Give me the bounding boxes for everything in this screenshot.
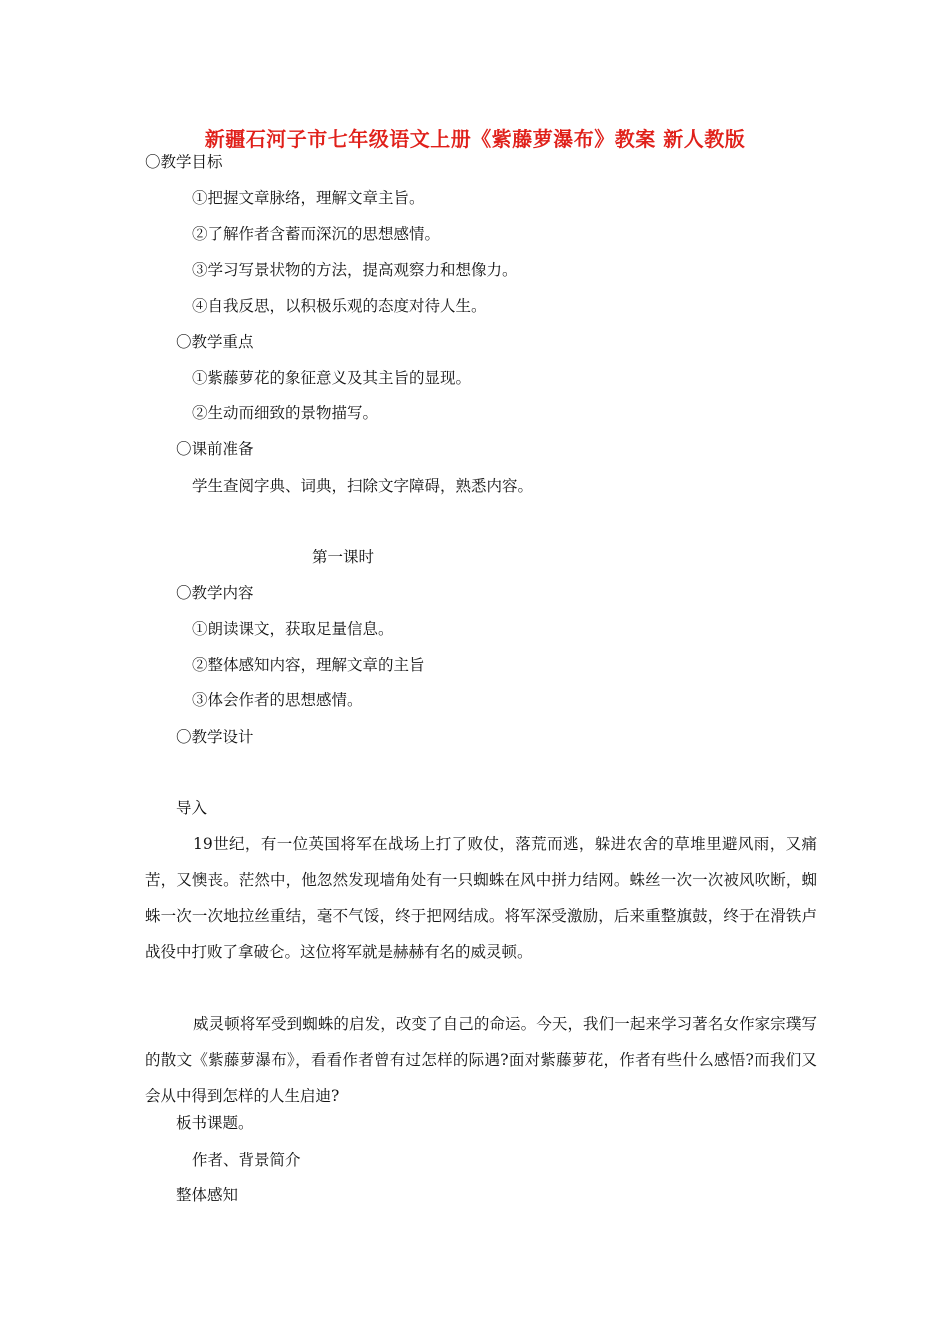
intro-paragraph-1: 19世纪，有一位英国将军在战场上打了败仗，落荒而逃，躲进农舍的草堆里避风雨，又痛苦，又懊丧。茫然中，他忽然发现墙角处有一只蜘蛛在风中拼力结网。蛛丝一次一次被风吹断，蜘蛛一次一次地拉丝重结，毫不气馁，终于把网结成。将军深受激励，后来重整旗鼓，终于在滑铁卢战役中打败了拿破仑。这位将军就是赫赫有名的威灵顿。: [145, 835, 817, 961]
author-background: 作者、背景简介: [192, 1151, 301, 1169]
preparation-text: 学生查阅字典、词典，扫除文字障碍，熟悉内容。: [192, 477, 534, 495]
objective-item: ②了解作者含蓄而深沉的思想感情。: [192, 225, 441, 243]
intro-heading: 导入: [176, 799, 208, 817]
content-item: ③体会作者的思想感情。: [192, 691, 363, 709]
content-item: ②整体感知内容，理解文章的主旨: [192, 656, 425, 674]
intro-paragraph-2: 威灵顿将军受到蜘蛛的启发，改变了自己的命运。今天，我们一起来学习著名女作家宗璞写的散文《紫藤萝瀑布》，看看作者曾有过怎样的际遇?面对紫藤萝花，作者有些什么感悟?而我们又会从中得到怎样的人生启迪?: [145, 1015, 817, 1105]
objectives-heading: 〇教学目标: [145, 153, 223, 171]
key-point-item: ①紫藤萝花的象征意义及其主旨的显现。: [192, 369, 472, 387]
lesson-title: 第一课时: [312, 548, 375, 566]
objective-item: ④自我反思，以积极乐观的态度对待人生。: [192, 297, 487, 315]
design-heading: 〇教学设计: [176, 728, 254, 746]
key-points-heading: 〇教学重点: [176, 333, 254, 351]
document-title: 新疆石河子市七年级语文上册《紫藤萝瀑布》教案 新人教版: [204, 127, 746, 151]
content-heading: 〇教学内容: [176, 584, 254, 602]
content-item: ①朗读课文，获取足量信息。: [192, 620, 394, 638]
key-point-item: ②生动而细致的景物描写。: [192, 404, 379, 422]
objective-item: ③学习写景状物的方法，提高观察力和想像力。: [192, 261, 518, 279]
overall-perception: 整体感知: [176, 1186, 239, 1204]
board-title: 板书课题。: [176, 1114, 254, 1132]
preparation-heading: 〇课前准备: [176, 440, 254, 458]
objective-item: ①把握文章脉络，理解文章主旨。: [192, 189, 425, 207]
